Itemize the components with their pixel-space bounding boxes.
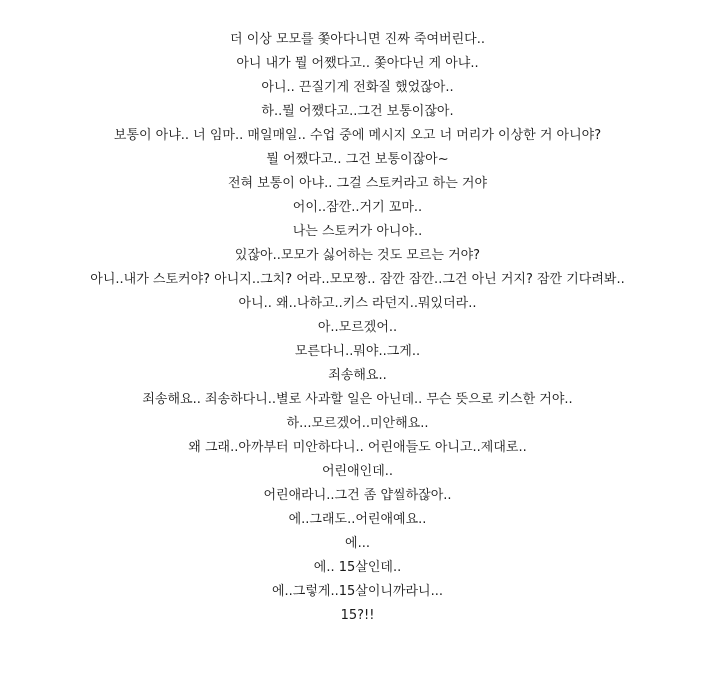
dialogue-line: 에..그렇게..15살이니까라니... xyxy=(271,584,444,599)
dialogue-line: 아니..내가 스토커야? 아니지..그치? 어라..모모짱.. 잠깐 잠깐..그건 아닌 거지? 잠깐 기다려봐.. xyxy=(90,272,625,287)
dialogue-line: 어린애인데.. xyxy=(321,464,394,479)
dialogue-line: 죄송해요.. 죄송하다니..별로 사과할 일은 아닌데.. 무슨 뜻으로 키스한 거야.. xyxy=(142,392,573,407)
dialogue-line: 어이..잠깐..거기 꼬마.. xyxy=(292,200,423,215)
dialogue-line: 왜 그래..아까부터 미안하다니.. 어린애들도 아니고..제대로.. xyxy=(188,440,527,455)
dialogue-line: 아니 내가 뭘 어쨌다고.. 쫓아다닌 게 아냐.. xyxy=(236,56,479,71)
dialogue-line: 에... xyxy=(345,536,370,551)
dialogue-line: 뭘 어쨌다고.. 그건 보통이잖아~ xyxy=(266,152,449,167)
dialogue-line: 보통이 아냐.. 너 임마.. 매일매일.. 수업 중에 메시지 오고 너 머리가 이상한 거 아니야? xyxy=(113,128,602,143)
dialogue-line: 아니.. 왜..나하고..키스 라던지..뭐있더라.. xyxy=(238,296,477,311)
dialogue-text xyxy=(0,28,715,628)
dialogue-line: 아..모르겠어.. xyxy=(317,320,398,335)
dialogue-line: 죄송해요.. xyxy=(328,368,387,383)
dialogue-line: 하..뭘 어쨌다고..그건 보통이잖아. xyxy=(261,104,454,119)
dialogue-line: 하...모르겠어..미안해요.. xyxy=(286,416,429,431)
dialogue-line: 있잖아..모모가 싫어하는 것도 모르는 거야? xyxy=(234,248,481,263)
dialogue-line: 에.. 15살인데.. xyxy=(313,560,402,575)
dialogue-line: 나는 스토커가 아니야.. xyxy=(292,224,423,239)
dialogue-line: 15?!! xyxy=(340,608,375,623)
dialogue-line: 에..그래도..어린애예요.. xyxy=(288,512,427,527)
dialogue-line: 모른다니..뭐야..그게.. xyxy=(294,344,421,359)
dialogue-line: 더 이상 모모를 쫓아다니면 진짜 죽여버린다.. xyxy=(230,32,485,47)
dialogue-line: 전혀 보통이 아냐.. 그걸 스토커라고 하는 거야 xyxy=(227,176,488,191)
dialogue-line: 아니.. 끈질기게 전화질 했었잖아.. xyxy=(261,80,454,95)
dialogue-line: 어린애라니..그건 좀 얍씰하잖아.. xyxy=(263,488,452,503)
